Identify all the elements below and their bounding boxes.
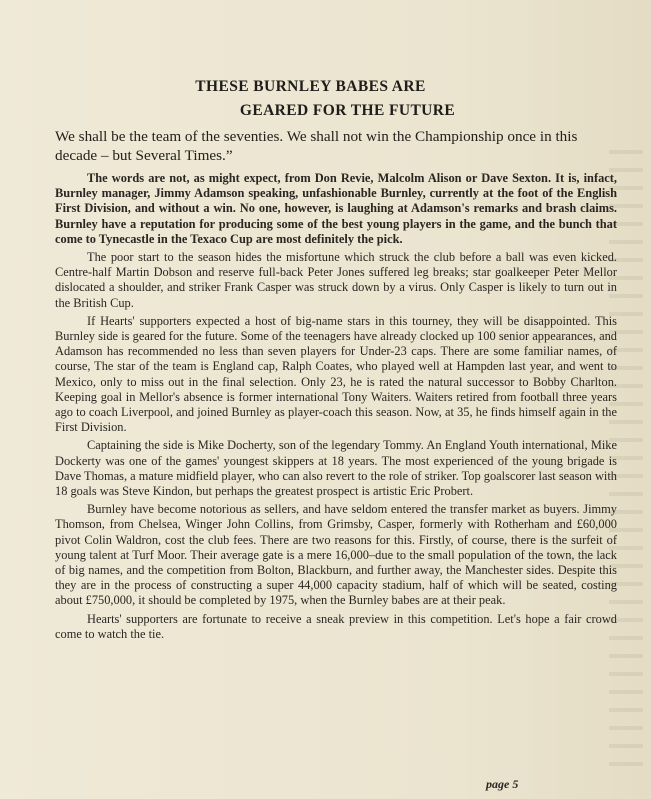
lead-quote: We shall be the team of the seventies. We shall not win the Championship once in this decade – but Several Times.” [55, 128, 578, 164]
article-paragraph-3: If Hearts' supporters expected a host of big-name stars in this tourney, they will be disappointed. This Burnley side is geared for the future. Some of the teenagers have already clocked up 100 senior appearances, and Adamson has recommended no less than seven players for Under-23 caps. There are some familiar names, of course, The star of the team is England cap, Ralph Coates, who played well at Hampden last year, and went to Mexico, only to miss out in the final selection. Only 23, he is rated the natural successor to Bobby Charlton. Keeping goal in Mellor's absence is former international Tony Waiters. Waiters retired from football three years ago to coach Liverpool, and joined Burnley as player-coach this season. Now, at 35, he finds himself again in the First Division. [55, 313, 617, 435]
article-paragraph-2: The poor start to the season hides the misfortune which struck the club before a ball was even kicked. Centre-half Martin Dobson and reserve full-back Peter Jones suffered leg breaks; star goalkeeper Peter Mellor dislocated a shoulder, and striker Frank Casper was struck down by a virus. Only Casper is likely to turn out in the British Cup. [55, 250, 617, 310]
page-number: page 5 [486, 777, 519, 791]
headline-line-1: THESE BURNLEY BABES ARE [195, 78, 426, 95]
article-paragraph-5: Burnley have become notorious as sellers, and have seldom entered the transfer market as buyers. Jimmy Thomson, from Chelsea, Winger John Collins, from Grimsby, Casper, formerly with Rotherham and £60,000 pivot Colin Waldron, cost the club fees. There are two reasons for this. Firstly, of course, there is the surfeit of young talent at Turf Moor. Their average gate is a mere 16,000–due to the small population of the town, the lack of big names, and the competition from Bolton, Blackburn, and further away, the Manchester sides. Despite this they are in the process of constructing a super 44,000 capacity stadium, half of which will be seated, costing about £750,000, it should be completed by 1975, when the Burnley babes are at their peak. [55, 502, 617, 608]
headline-line-2: GEARED FOR THE FUTURE [239, 102, 456, 119]
article-paragraph-6: Hearts' supporters are fortunate to receive a sneak preview in this competition. Let's hope a fair crowd come to watch the tie. [55, 611, 617, 641]
article-body [55, 171, 617, 645]
article-paragraph-4: Captaining the side is Mike Docherty, son of the legendary Tommy. An England Youth international, Mike Dockerty was one of the games' youngest skippers at 18 years. The most experienced of the young brigade is Dave Thomas, a mature midfield player, who can also revert to the role of striker. Top goalscorer last season with 18 goals was Steve Kindon, but perhaps the greatest prospect is artistic Eric Probert. [55, 438, 617, 499]
article-paragraph-1: The words are not, as might expect, from Don Revie, Malcolm Alison or Dave Sexton. It is, infact, Burnley manager, Jimmy Adamson speaking, unfashionable Burnley, currently at the foot of the English First Division, and without a win. No one, however, is laughing at Adamson's remarks and brash claims. Burnley have a reputation for producing some of the best young players in the game, and the bunch that come to Tynecastle in the Texaco Cup are most definitely the pick. [55, 171, 617, 246]
